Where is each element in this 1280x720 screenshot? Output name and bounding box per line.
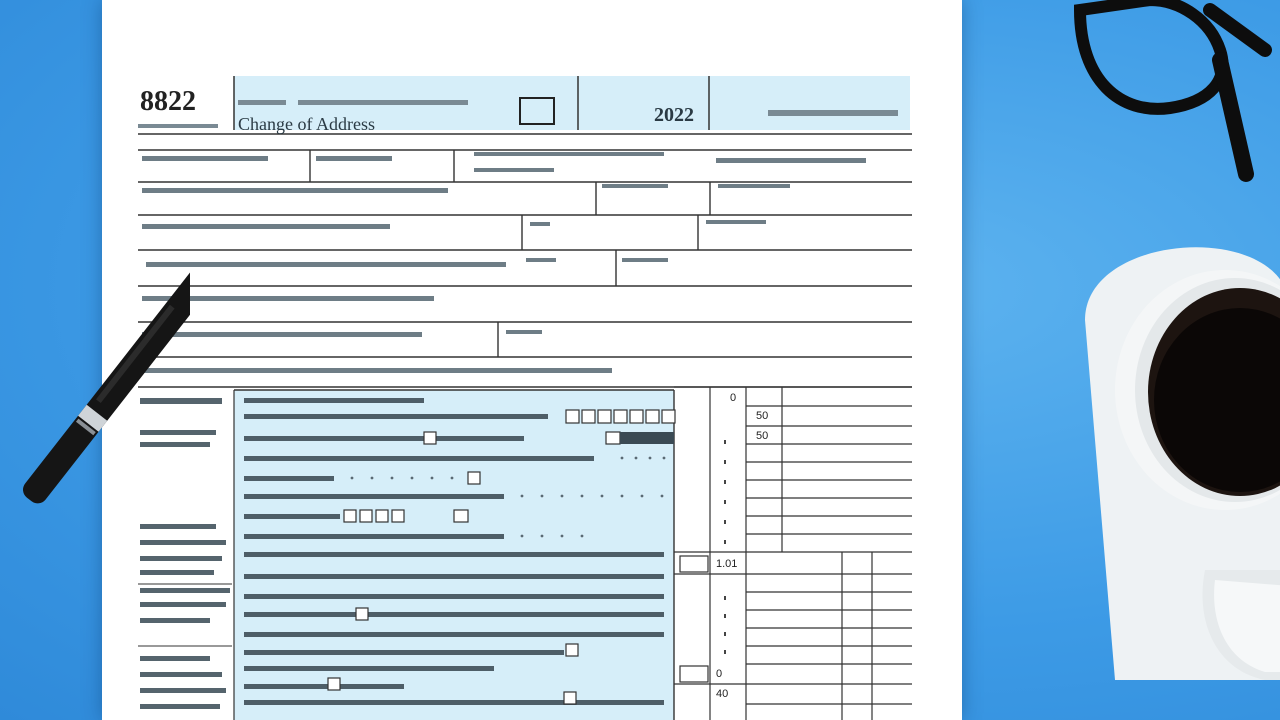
line-value: 40 [716, 688, 729, 700]
line-value: 0 [716, 668, 723, 680]
form-lines [102, 0, 962, 720]
coffee-mug [1075, 240, 1280, 680]
line-value: 50 [756, 430, 769, 442]
form-title: Change of Address [238, 114, 375, 134]
form-year: 2022 [654, 104, 694, 126]
form-number: 8822 [140, 86, 196, 117]
tax-form-paper [102, 0, 962, 720]
line-value: 1.01 [716, 558, 738, 570]
ballpoint-pen [0, 260, 190, 580]
eyeglasses [1060, 0, 1280, 190]
line-value: 0 [730, 392, 737, 404]
line-value: 50 [756, 410, 769, 422]
